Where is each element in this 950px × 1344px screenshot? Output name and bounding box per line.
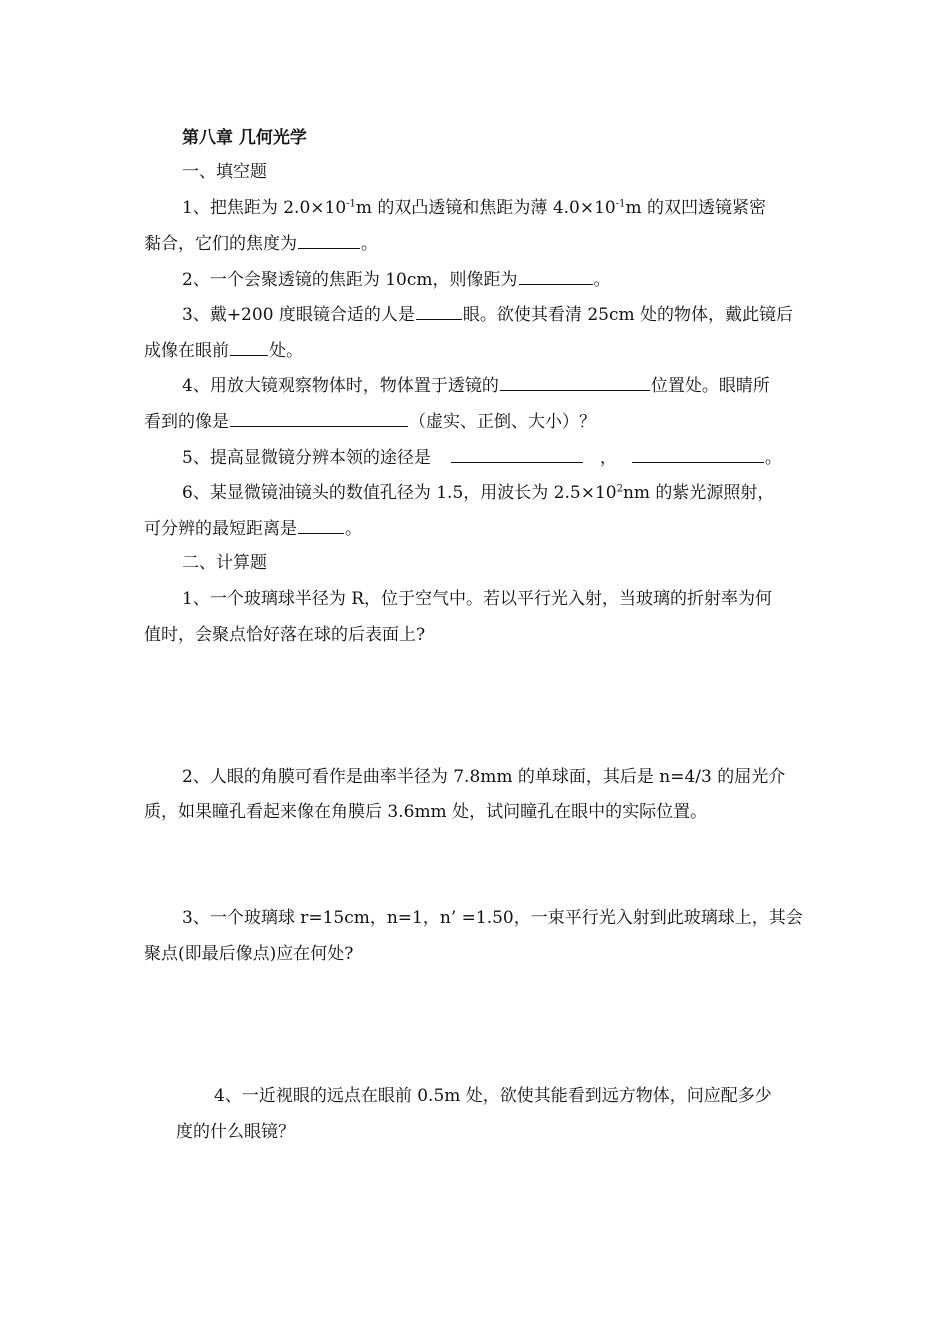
q4-text-a: 4、用放大镜观察物体时，物体置于透镜的 [182,376,499,396]
q5-line1 [182,445,782,470]
q4-answer-blank-1[interactable] [500,373,650,391]
q5-answer-blank-2[interactable] [632,445,764,463]
q3-answer-blank-2[interactable] [230,338,268,356]
q1-text-b: m 的双凸透镜和焦距为薄 4.0×10 [355,198,616,218]
q4-line2-a: 看到的像是 [144,412,229,432]
c3-line2: 聚点(即最后像点)应在何处? [144,944,354,964]
c3-line1: 3、一个玻璃球 r=15cm，n=1，n’ =1.50，一束平行光入射到此玻璃球上，其会 [182,908,803,928]
q3-line1 [182,302,793,327]
c1-line1: 1、一个玻璃球半径为 R，位于空气中。若以平行光入射，当玻璃的折射率为何 [182,589,773,609]
q2-answer-blank[interactable] [519,267,593,285]
q5-separator: ， [599,448,617,468]
q1-answer-blank[interactable] [298,231,360,249]
q6-text-b: nm 的紫光源照射， [622,483,775,503]
q1-exp1: -1 [346,198,356,210]
q1-text-a: 1、把焦距为 2.0×10 [182,198,347,218]
section2-heading: 二、计算题 [182,553,267,573]
chapter-title: 第八章 几何光学 [182,128,307,148]
q2-line1 [182,267,611,292]
q4-answer-blank-2[interactable] [230,409,408,427]
q3-text-a: 3、戴+200 度眼镜合适的人是 [182,305,415,325]
q1-text-c: m 的双凹透镜紧密 [625,198,767,218]
q2-text-a: 2、一个会聚透镜的焦距为 10cm，则像距为 [182,270,518,290]
q6-line1 [182,481,774,505]
c1-line2: 值时，会聚点恰好落在球的后表面上? [144,625,426,645]
q1-line2-b: 。 [361,234,378,254]
q1-exp2: -1 [615,198,626,210]
q4-line2 [144,409,596,434]
q6-line2-b: 。 [345,519,362,539]
q6-line2-a: 可分辨的最短距离是 [144,519,297,539]
q6-answer-blank[interactable] [298,516,344,534]
q5-text-a: 5、提高显微镜分辨本领的途径是 [182,448,431,468]
q6-line2 [144,516,362,541]
section1-heading: 一、填空题 [182,162,267,182]
q4-line1 [182,373,770,398]
c2-line2: 质，如果瞳孔看起来像在角膜后 3.6mm 处，试问瞳孔在眼中的实际位置。 [144,802,708,822]
q3-line2-a: 成像在眼前 [144,341,229,361]
q4-text-b: 位置处。眼睛所 [650,376,770,396]
q5-end: 。 [764,448,782,468]
q3-text-b: 眼。欲使其看清 25cm 处的物体，戴此镜后 [462,305,794,325]
c4-line1: 4、一近视眼的远点在眼前 0.5m 处，欲使其能看到远方物体，问应配多少 [214,1086,772,1106]
q1-line2 [144,231,378,256]
q4-line2-b: （虚实、正倒、大小）？ [409,412,596,432]
q6-text-a: 6、某显微镜油镜头的数值孔径为 1.5，用波长为 2.5×10 [182,483,617,503]
q1-line2-a: 黏合，它们的焦度为 [144,234,297,254]
c4-line2: 度的什么眼镜？ [176,1122,295,1142]
c2-line1: 2、人眼的角膜可看作是曲率半径为 7.8mm 的单球面，其后是 n=4/3 的屈光介 [182,767,786,787]
q3-answer-blank-1[interactable] [416,302,462,320]
q1-line1 [182,196,766,220]
q3-line2-b: 处。 [269,341,303,361]
q5-answer-blank-1[interactable] [451,445,583,463]
q6-exp: 2 [616,483,623,495]
q2-text-b: 。 [593,270,611,290]
q3-line2 [144,338,303,363]
